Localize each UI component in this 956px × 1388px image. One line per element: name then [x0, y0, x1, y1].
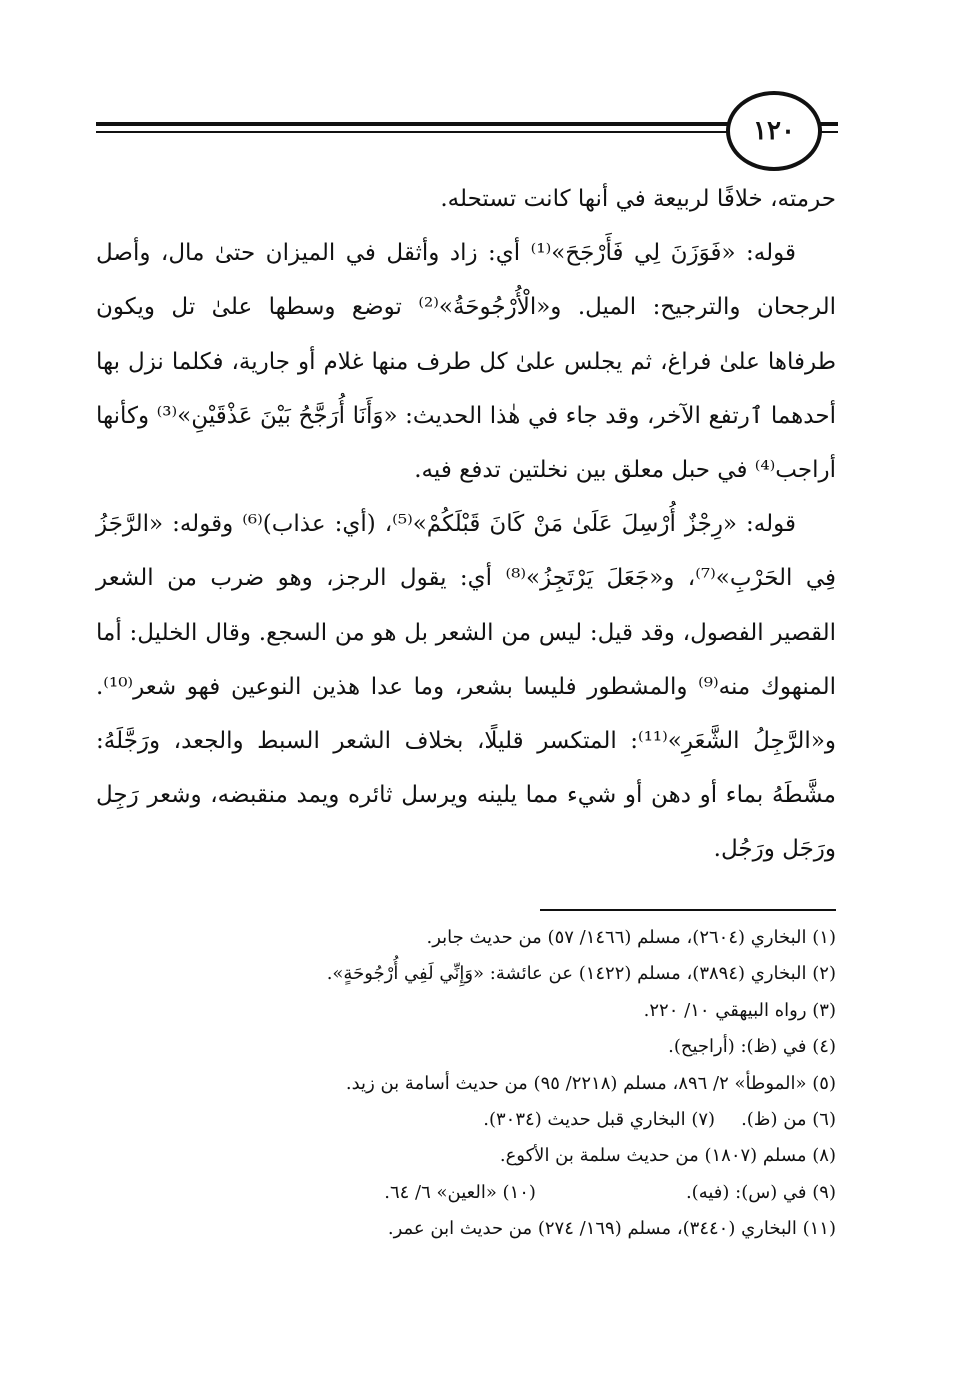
footnote-row-9-10 [96, 1175, 836, 1211]
footnotes [96, 920, 836, 1248]
footnote-3: (٣) رواه البيهقي ١٠/ ٢٢٠. [643, 999, 836, 1021]
footnote-1: (١) البخاري (٢٦٠٤)، مسلم (١٤٦٦/ ٥٧) من حديث جابر. [426, 927, 836, 948]
header-rule [96, 122, 732, 126]
paragraph-3: قوله: «رِجْزٌ أُرْسِلَ عَلَىٰ مَنْ كَانَ قَبْلَكُمْ»⁽⁵⁾، (أي: عذاب)⁽⁶⁾ وقوله: «الرَّجَزُ فِي الحَرْبِ»⁽⁷⁾، و«جَعَلَ يَرْتَجِزُ»⁽⁸⁾ أي: يقول الرجز، وهو ضرب من الشعر القصير الفصول، وقد قيل: ليس من الشعر بل هو من السجع. وقال الخليل: أما المنهوك منه⁽⁹⁾ والمشطور فليسا بشعر، وما عدا هذين النوعين فهو شعر⁽¹⁰⁾. و«الرَّجِلُ الشَّعَرِ»⁽¹¹⁾: المتكسر قليلًا، بخلاف الشعر السبط والجعد، ورَجَّلَهُ: مشَّطَهُ بماء أو دهن أو شيء مما يلينه ويرسل ثائره ويمد منقبضه، وشعر رَجِل ورَجَل ورَجُل. [96, 511, 837, 863]
header-rule-right-thin [820, 131, 838, 133]
footnote-2: (٢) البخاري (٣٨٩٤)، مسلم (١٤٢٢) عن عائشة: «وَإِنِّي لَفِي أُرْجُوحَةٍ». [326, 963, 836, 985]
main-text [96, 172, 836, 877]
paragraph-1: حرمته، خلافًا لربيعة في أنها كانت تستحله. [440, 186, 836, 212]
footnote-10: (١٠) «العين» ٦/ ٦٤. [384, 1181, 536, 1203]
footnote-5: (٥) «الموطأ» ٢/ ٨٩٦، مسلم (٢٢١٨/ ٩٥) من حديث أسامة بن زيد. [345, 1072, 836, 1094]
footnote-6: (٦) من (ظ). [741, 1109, 836, 1131]
footnote-row-6-7 [96, 1102, 836, 1138]
footnote-7: (٧) البخاري قبل حديث (٣٠٣٤). [483, 1109, 716, 1131]
paragraph-2: قوله: «فَوَزَنَ لِي فَأَرْجَحَ»⁽¹⁾ أي: زاد وأثقل في الميزان حتىٰ مال، وأصل الرجحان والترجيح: الميل. و«الْأُرْجُوحَةُ»⁽²⁾ توضع وسطها علىٰ تل ويكون طرفاها علىٰ فراغ، ثم يجلس علىٰ كل طرف منها غلام أو جارية، فكلما نزل بها أحدهما ٱرتفع الآخر، وقد جاء في هٰذا الحديث: «وَأَنَا أُرَجَّحُ بَيْنَ عَذْقَيْنِ»⁽³⁾ وكأنها أراجب⁽⁴⁾ في حبل معلق بين نخلتين تدفع فيه. [96, 240, 836, 484]
footnote-11: (١١) البخاري (٣٤٤٠)، مسلم (١٦٩/ ٢٧٤) من حديث ابن عمر. [387, 1218, 836, 1240]
header-rule-right [820, 122, 838, 126]
footnote-9: (٩) في (س): (فيه). [685, 1181, 836, 1203]
footnote-4: (٤) في (ظ): (أراجيح). [668, 1036, 836, 1058]
footnote-separator [540, 909, 836, 911]
page-number: ١٢٠ [726, 91, 822, 171]
footnote-8: (٨) مسلم (١٨٠٧) من حديث سلمة بن الأكوع. [499, 1145, 836, 1167]
header-rule-thin [96, 131, 732, 133]
